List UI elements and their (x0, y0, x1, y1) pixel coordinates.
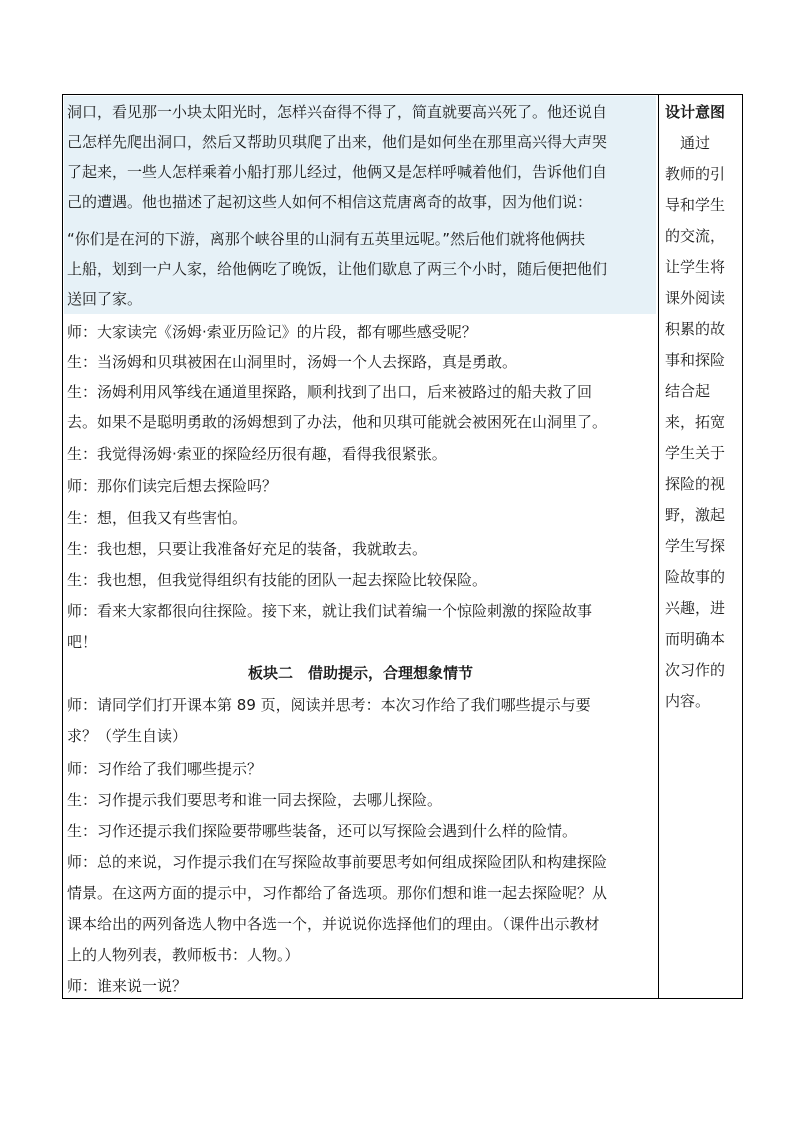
side-text-line: 教师的引 (665, 165, 726, 183)
side-text-line: 通过 (665, 134, 711, 152)
text-line: 生：我也想，只要让我准备好充足的装备，我就敢去。 (67, 540, 428, 558)
design-intent-column (659, 95, 743, 998)
side-text-line: 让学生将 (665, 258, 726, 276)
text-line: 了起来，一些人怎样乘着小船打那儿经过，他俩又是怎样呼喊着他们，告诉他们自 (67, 163, 608, 181)
side-text-line: 次习作的 (665, 661, 726, 679)
side-text-line: 而明确本 (665, 630, 726, 648)
text-line: 求？（学生自读） (67, 727, 188, 745)
side-text-line: 学生关于 (665, 444, 726, 462)
text-line: 师：请同学们打开课本第 89 页，阅读并思考：本次习作给了我们哪些提示与要 (67, 696, 591, 714)
section-heading: 板块二 借助提示，合理想象情节 (247, 664, 473, 682)
text-line: 课本给出的两列备选人物中各选一个，并说说你选择他们的理由。（课件出示教材 (67, 915, 600, 933)
text-line: 生：汤姆利用风筝线在通道里探路，顺利找到了出口，后来被路过的船夫救了回 (67, 383, 593, 401)
text-line: 生：习作提示我们要思考和谁一同去探险，去哪儿探险。 (67, 791, 443, 809)
side-text-line: 事和探险 (665, 351, 726, 369)
side-text-line: 结合起 (665, 382, 711, 400)
side-text-line: 野，激起 (665, 506, 726, 524)
side-text-line: 内容。 (665, 692, 711, 710)
text-line: 洞口，看见那一小块太阳光时，怎样兴奋得不得了，简直就要高兴死了。他还说自 (67, 103, 608, 121)
text-line: 师：大家读完《汤姆·索亚历险记》的片段，都有哪些感受呢？ (67, 323, 477, 341)
text-line: 师：看来大家都很向往探险。接下来，就让我们试着编一个惊险刺激的探险故事 (67, 602, 593, 620)
text-line: 情景。在这两方面的提示中，习作都给了备选项。那你们想和谁一起去探险呢？从 (67, 884, 608, 902)
design-intent-title: 设计意图 (665, 103, 726, 121)
side-text-line: 导和学生 (665, 196, 726, 214)
text-line: 师：总的来说，习作提示我们在写探险故事前要思考如何组成探险团队和构建探险 (67, 853, 608, 871)
text-line: 生：习作还提示我们探险要带哪些装备，还可以写探险会遇到什么样的险情。 (67, 822, 578, 840)
text-line: 生：想，但我又有些害怕。 (67, 509, 248, 527)
side-text-line: 课外阅读 (665, 289, 726, 307)
text-line: 上船，划到一户人家，给他俩吃了晚饭，让他们歇息了两三个小时，随后便把他们 (67, 260, 608, 278)
text-line: 师：谁来说一说？ (67, 977, 188, 995)
side-text-line: 探险的视 (665, 475, 726, 493)
text-line: 己怎样先爬出洞口，然后又帮助贝琪爬了出来，他们是如何坐在那里高兴得大声哭 (67, 133, 608, 151)
text-line: 师：习作给了我们哪些提示？ (67, 760, 263, 778)
side-text-line: 学生写探 (665, 537, 726, 555)
side-text-line: 险故事的 (665, 568, 726, 586)
main-content-column (63, 95, 658, 998)
text-line: 生：我觉得汤姆·索亚的探险经历很有趣，看得我很紧张。 (67, 445, 447, 463)
text-line: 去。如果不是聪明勇敢的汤姆想到了办法，他和贝琪可能就会被困死在山洞里了。 (67, 413, 608, 431)
side-text-line: 来，拓宽 (665, 413, 726, 431)
text-line: 生：我也想，但我觉得组织有技能的团队一起去探险比较保险。 (67, 571, 488, 589)
text-line: 上的人物列表，教师板书：人物。） (67, 946, 300, 964)
lesson-plan-table (62, 94, 743, 999)
text-line: 生：当汤姆和贝琪被困在山洞里时，汤姆一个人去探路，真是勇敢。 (67, 353, 518, 371)
text-line: 师：那你们读完后想去探险吗？ (67, 477, 278, 495)
text-line: 吧！ (67, 633, 98, 651)
side-text-line: 兴趣，进 (665, 599, 726, 617)
side-text-line: 积累的故 (665, 320, 726, 338)
text-line: 己的遭遇。他也描述了起初这些人如何不相信这荒唐离奇的故事，因为他们说： (67, 193, 593, 211)
text-line: “你们是在河的下游，离那个峡谷里的山洞有五英里远呢。”然后他们就将他俩扶 (67, 230, 586, 248)
text-line: 送回了家。 (67, 290, 143, 308)
side-text-line: 的交流， (665, 227, 726, 245)
